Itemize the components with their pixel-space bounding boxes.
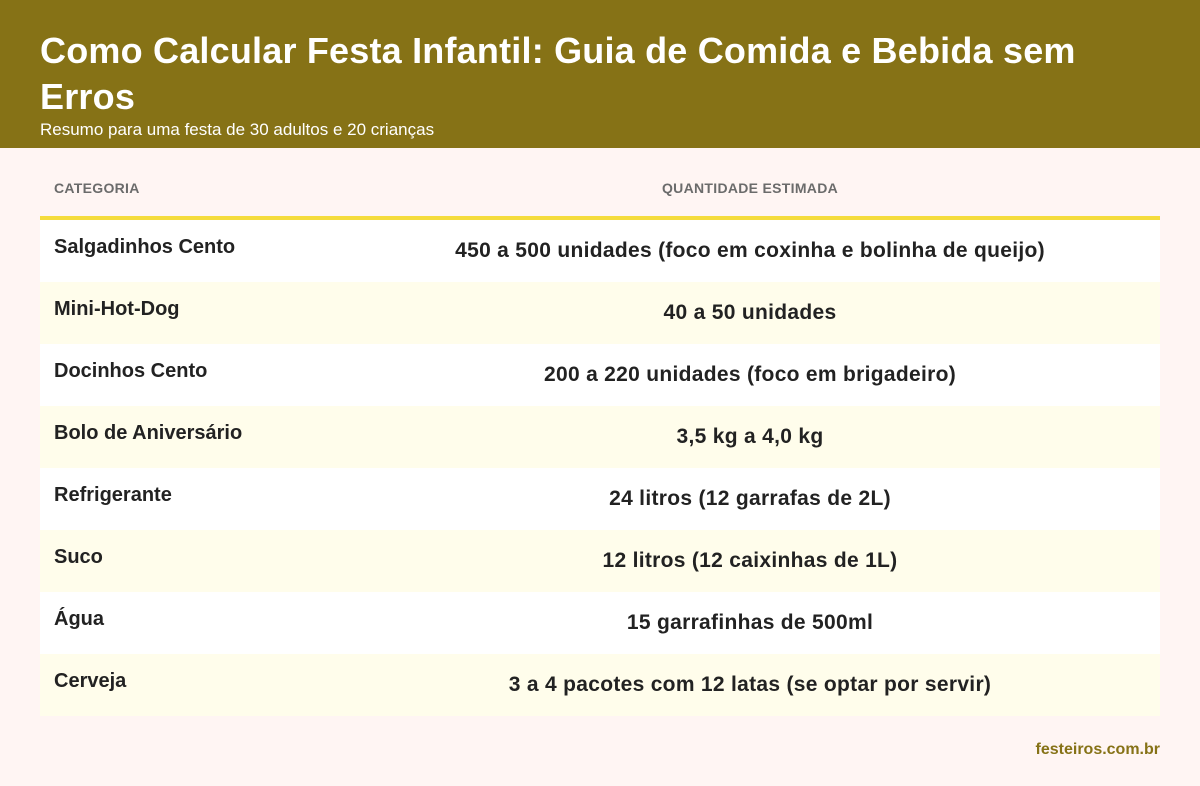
table-header <box>40 160 1160 220</box>
column-header-categoria: CATEGORIA <box>54 180 140 196</box>
page-header <box>0 0 1200 148</box>
cell-quantidade: 15 garrafinhas de 500ml <box>626 611 874 634</box>
table-row <box>40 344 1160 406</box>
cell-categoria: Docinhos Cento <box>54 359 208 382</box>
cell-quantidade: 40 a 50 unidades <box>663 301 837 324</box>
cell-categoria: Suco <box>54 545 103 568</box>
cell-quantidade: 12 litros (12 caixinhas de 1L) <box>602 549 898 572</box>
cell-categoria: Água <box>54 607 104 630</box>
cell-categoria: Refrigerante <box>54 483 172 506</box>
table-row <box>40 530 1160 592</box>
cell-quantidade: 3,5 kg a 4,0 kg <box>676 425 824 448</box>
page-subtitle: Resumo para uma festa de 30 adultos e 20 crianças <box>40 120 435 139</box>
cell-categoria: Cerveja <box>54 669 127 692</box>
table-row <box>40 592 1160 654</box>
cell-categoria: Salgadinhos Cento <box>54 235 236 258</box>
table-row <box>40 406 1160 468</box>
table-row <box>40 468 1160 530</box>
cell-quantidade: 200 a 220 unidades (foco em brigadeiro) <box>544 363 956 386</box>
page-title: Como Calcular Festa Infantil: Guia de Comida e Bebida sem Erros <box>40 30 1076 117</box>
table-body <box>40 220 1160 716</box>
cell-categoria: Bolo de Aniversário <box>54 421 243 444</box>
table-row <box>40 282 1160 344</box>
cell-quantidade: 24 litros (12 garrafas de 2L) <box>609 487 891 510</box>
cell-categoria: Mini-Hot-Dog <box>54 297 180 320</box>
table-row <box>40 220 1160 282</box>
site-credit: festeiros.com.br <box>1035 741 1160 758</box>
column-header-quantidade: QUANTIDADE ESTIMADA <box>661 180 839 196</box>
quantity-table <box>40 160 1160 716</box>
table-row <box>40 654 1160 716</box>
cell-quantidade: 3 a 4 pacotes com 12 latas (se optar por servir) <box>508 673 992 696</box>
cell-quantidade: 450 a 500 unidades (foco em coxinha e bolinha de queijo) <box>455 239 1045 262</box>
